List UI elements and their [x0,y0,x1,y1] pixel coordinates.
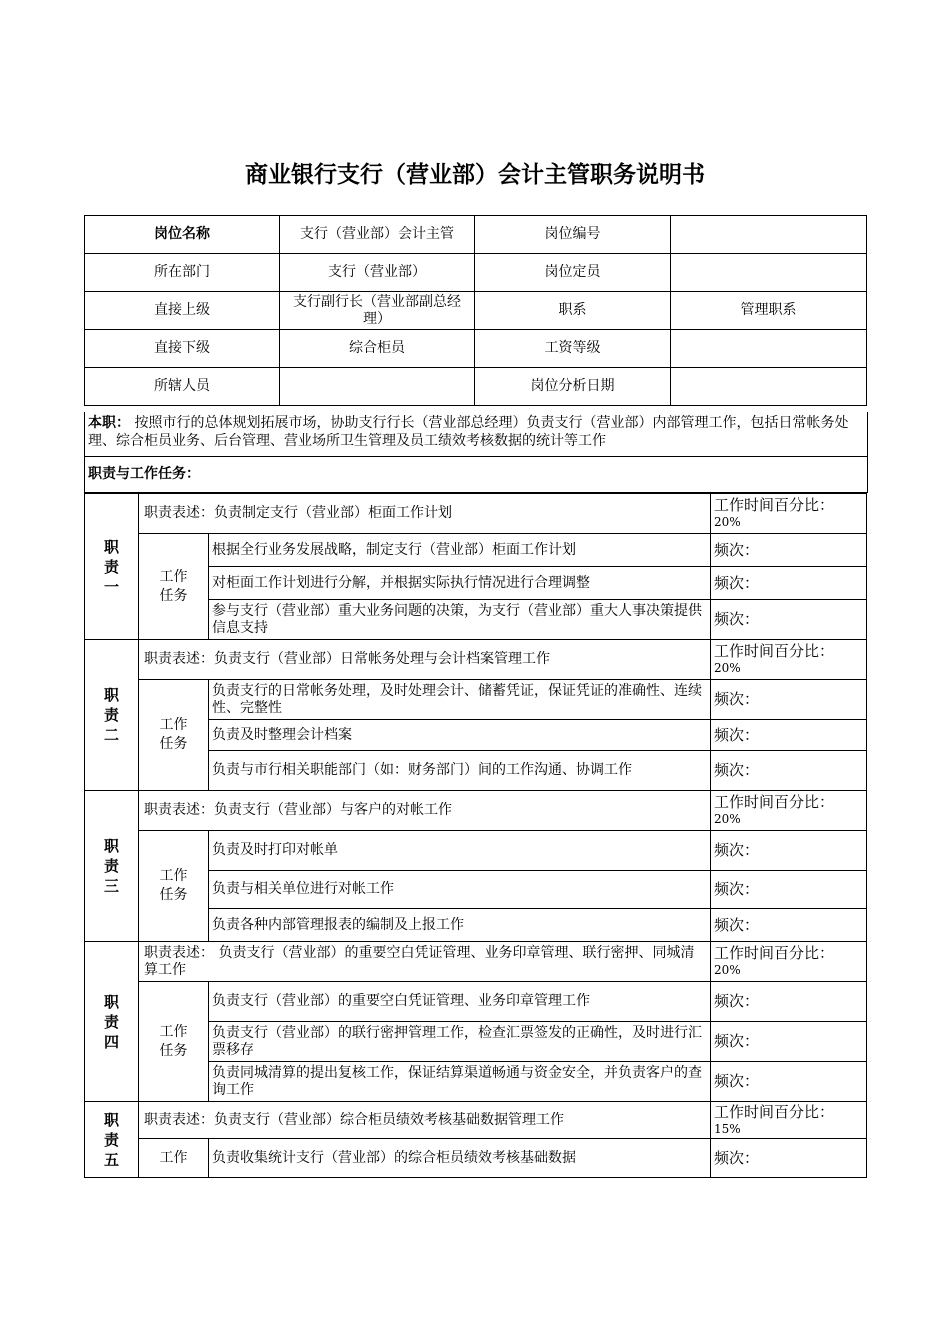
duty-name [85,494,139,640]
headcount-label: 岗位定员 [475,254,671,292]
analysis-date-label: 岗位分析日期 [475,368,671,406]
duty-pct [711,494,867,534]
task-label-text: 工作任务 [159,868,188,903]
task-frequency: 频次： [711,534,867,567]
duty-desc: 职责表述： 负责支行（营业部）的重要空白凭证管理、业务印章管理、联行密押、同城清算工作 [139,942,711,982]
task-row [85,1139,867,1178]
main-duty-text: 按照市行的总体规划拓展市场，协助支行行长（营业部总经理）负责支行（营业部）内部管理工作，包括日常帐务处理、综合柜员业务、后台管理、营业场所卫生管理及员工绩效考核数据的统计等工作 [88,415,849,449]
task-frequency: 频次： [711,909,867,942]
duty-name-text: 职责四 [103,992,119,1051]
duty-pct [711,942,867,982]
task-text: 负责支行（营业部）的联行密押管理工作，检查汇票签发的正确性，及时进行汇票移存 [209,1022,711,1062]
task-frequency: 频次： [711,1022,867,1062]
task-row [85,534,867,567]
task-text: 负责与市行相关职能部门（如：财务部门）间的工作沟通、协调工作 [209,751,711,791]
task-frequency: 频次： [711,1139,867,1178]
duty-row [85,494,867,534]
duty-pct [711,1102,867,1139]
task-label [139,1139,209,1178]
task-text: 参与支行（营业部）重大业务问题的决策，为支行（营业部）重大人事决策提供信息支持 [209,600,711,640]
headcount-value [671,254,867,292]
duty-name-text: 职责一 [103,537,119,596]
duty-row [85,1102,867,1139]
task-label-text: 工作任务 [159,717,188,752]
document-title: 商业银行支行（营业部）会计主管职务说明书 [245,162,705,188]
superior-value: 支行副行长（营业部副总经理） [280,292,475,330]
duty-pct [711,791,867,831]
duty-desc: 职责表述：负责支行（营业部）与客户的对帐工作 [139,791,711,831]
task-label [139,831,209,942]
position-name-label: 岗位名称 [85,216,280,254]
position-no-value [671,216,867,254]
task-label [139,534,209,640]
duties-table [84,493,867,1178]
task-frequency: 频次： [711,982,867,1022]
task-text: 根据全行业务发展战略，制定支行（营业部）柜面工作计划 [209,534,711,567]
task-frequency: 频次： [711,1062,867,1102]
salary-grade-label: 工资等级 [475,330,671,368]
task-label-text: 工作 [159,1149,188,1166]
duty-row [85,791,867,831]
duty-name [85,942,139,1102]
pct-label: 工作时间百分比： [714,642,835,660]
duty-desc: 职责表述：负责支行（营业部）日常帐务处理与会计档案管理工作 [139,640,711,680]
task-text: 负责及时打印对帐单 [209,831,711,871]
duty-name-text: 职责二 [103,686,119,744]
task-frequency: 频次： [711,720,867,751]
salary-grade-value [671,330,867,368]
task-text: 负责与相关单位进行对帐工作 [209,871,711,909]
pct-label: 工作时间百分比： [714,944,835,962]
task-frequency: 频次： [711,567,867,600]
pct-label: 工作时间百分比： [714,496,835,514]
main-duty-label: 本职： [88,415,130,431]
department-value: 支行（营业部） [280,254,475,292]
duty-pct [711,640,867,680]
task-text: 负责各种内部管理报表的编制及上报工作 [209,909,711,942]
superior-label: 直接上级 [85,292,280,330]
position-info-table [84,215,867,406]
task-label [139,982,209,1102]
task-frequency: 频次： [711,831,867,871]
pct-value: 20% [714,963,741,977]
department-label: 所在部门 [85,254,280,292]
duty-row [85,942,867,982]
task-label-text: 工作任务 [159,568,188,604]
duty-name-text: 职责五 [103,1110,119,1169]
duty-row [85,640,867,680]
analysis-date-value [671,368,867,406]
duty-name [85,1102,139,1178]
main-duty-box [84,412,868,457]
task-row [85,680,867,720]
subordinate-value: 综合柜员 [280,330,475,368]
series-value: 管理职系 [671,292,867,330]
duty-desc: 职责表述：负责支行（营业部）综合柜员绩效考核基础数据管理工作 [139,1102,711,1139]
duty-name-text: 职责三 [103,837,119,895]
duty-name [85,791,139,942]
duty-name [85,640,139,791]
position-no-label: 岗位编号 [475,216,671,254]
task-text: 负责收集统计支行（营业部）的综合柜员绩效考核基础数据 [209,1139,711,1178]
task-row [85,831,867,871]
series-label: 职系 [475,292,671,330]
staff-value [280,368,475,406]
pct-value: 20% [714,812,741,826]
position-name-value: 支行（营业部）会计主管 [280,216,475,254]
pct-label: 工作时间百分比： [714,793,835,811]
staff-label: 所辖人员 [85,368,280,406]
task-text: 负责支行的日常帐务处理，及时处理会计、储蓄凭证，保证凭证的准确性、连续性、完整性 [209,680,711,720]
task-text: 对柜面工作计划进行分解，并根据实际执行情况进行合理调整 [209,567,711,600]
task-text: 负责及时整理会计档案 [209,720,711,751]
pct-value: 20% [714,515,741,529]
pct-value: 15% [714,1121,741,1136]
pct-value: 20% [714,661,741,675]
duty-desc: 职责表述：负责制定支行（营业部）柜面工作计划 [139,494,711,534]
task-frequency: 频次： [711,871,867,909]
task-label-text: 工作任务 [159,1023,188,1059]
pct-label: 工作时间百分比： [714,1102,835,1121]
subordinate-label: 直接下级 [85,330,280,368]
task-text: 负责同城清算的提出复核工作，保证结算渠道畅通与资金安全，并负责客户的查询工作 [209,1062,711,1102]
task-frequency: 频次： [711,751,867,791]
task-frequency: 频次： [711,680,867,720]
section-title: 职责与工作任务： [84,456,868,493]
task-frequency: 频次： [711,600,867,640]
task-row [85,982,867,1022]
task-label [139,680,209,791]
task-text: 负责支行（营业部）的重要空白凭证管理、业务印章管理工作 [209,982,711,1022]
